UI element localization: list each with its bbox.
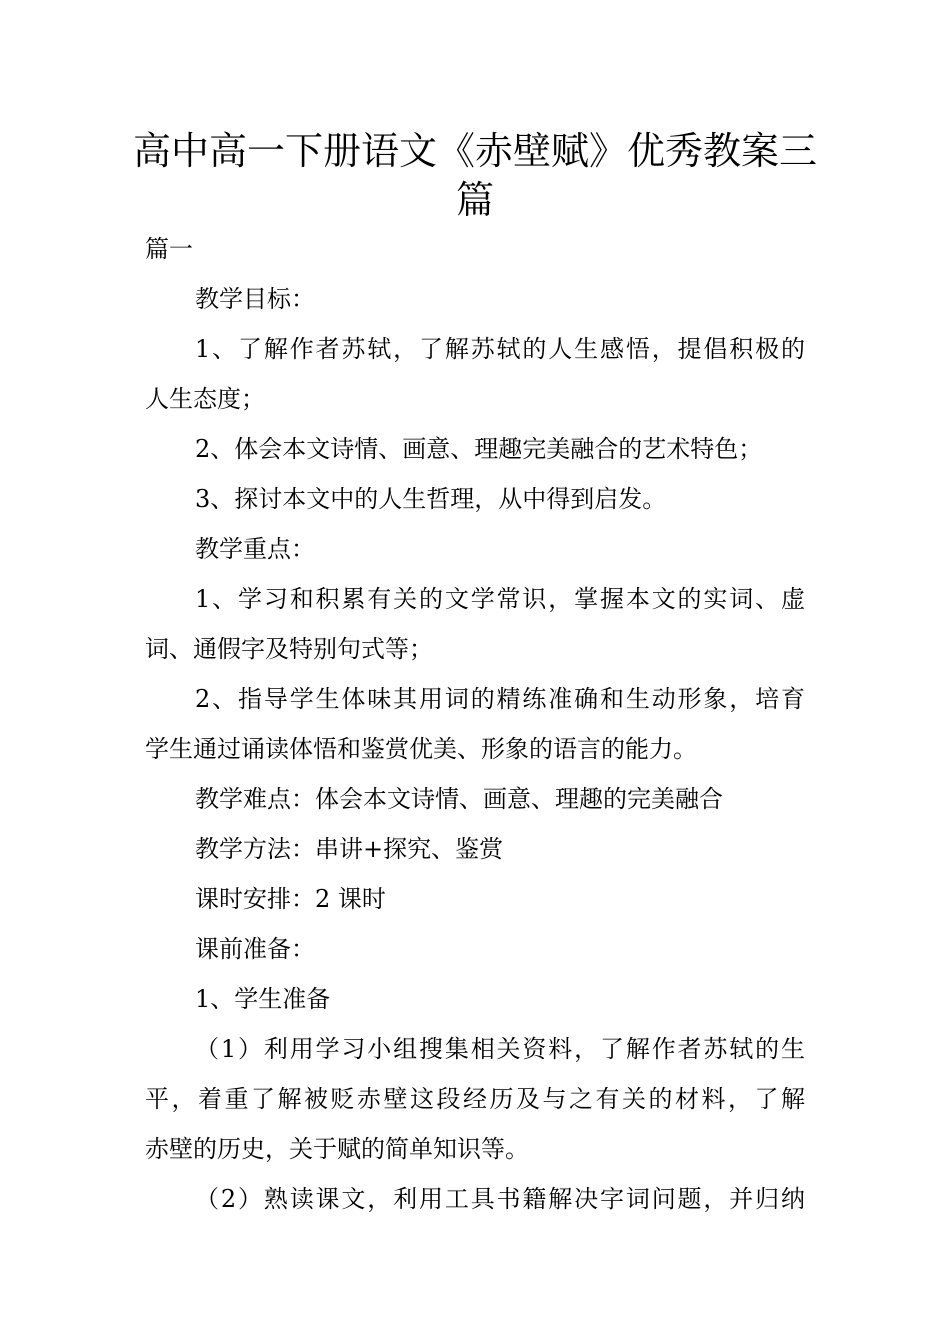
preparation-2-line-1: （2）熟读课文，利用工具书籍解决字词问题，并归纳 (195, 1185, 805, 1213)
key-point-1-line-1: 1、学习和积累有关的文学常识，掌握本文的实词、虚 (195, 585, 805, 613)
preparation-1-line-3: 赤壁的历史，关于赋的简单知识等。 (145, 1135, 529, 1163)
goals-heading: 教学目标： (195, 285, 315, 313)
goal-3: 3、探讨本文中的人生哲理，从中得到启发。 (195, 485, 667, 513)
schedule-text: 课时安排：2 课时 (195, 885, 386, 913)
preparation-1-line-2: 平，着重了解被贬赤壁这段经历及与之有关的材料，了解 (145, 1085, 805, 1113)
preparation-1-line-1: （1）利用学习小组搜集相关资料，了解作者苏轼的生 (195, 1035, 805, 1063)
section-heading: 篇一 (145, 235, 193, 263)
preparation-heading: 课前准备： (195, 935, 315, 963)
key-points-heading: 教学重点： (195, 535, 315, 563)
document-title-line-1: 高中高一下册语文《赤壁赋》优秀教案三 (132, 129, 817, 173)
goal-2: 2、体会本文诗情、画意、理趣完美融合的艺术特色； (195, 435, 763, 463)
goal-1-line-1: 1、了解作者苏轼，了解苏轼的人生感悟，提倡积极的 (195, 335, 805, 363)
goal-1-line-2: 人生态度； (145, 385, 265, 413)
student-preparation-heading: 1、学生准备 (195, 985, 331, 1013)
key-point-2-line-2: 学生通过诵读体悟和鉴赏优美、形象的语言的能力。 (145, 735, 697, 763)
document-title-line-2: 篇 (455, 178, 494, 222)
key-point-1-line-2: 词、通假字及特别句式等； (145, 635, 433, 663)
difficulty-text: 教学难点：体会本文诗情、画意、理趣的完美融合 (195, 785, 723, 813)
method-text: 教学方法：串讲+探究、鉴赏 (195, 835, 504, 863)
key-point-2-line-1: 2、指导学生体味其用词的精练准确和生动形象，培育 (195, 685, 805, 713)
